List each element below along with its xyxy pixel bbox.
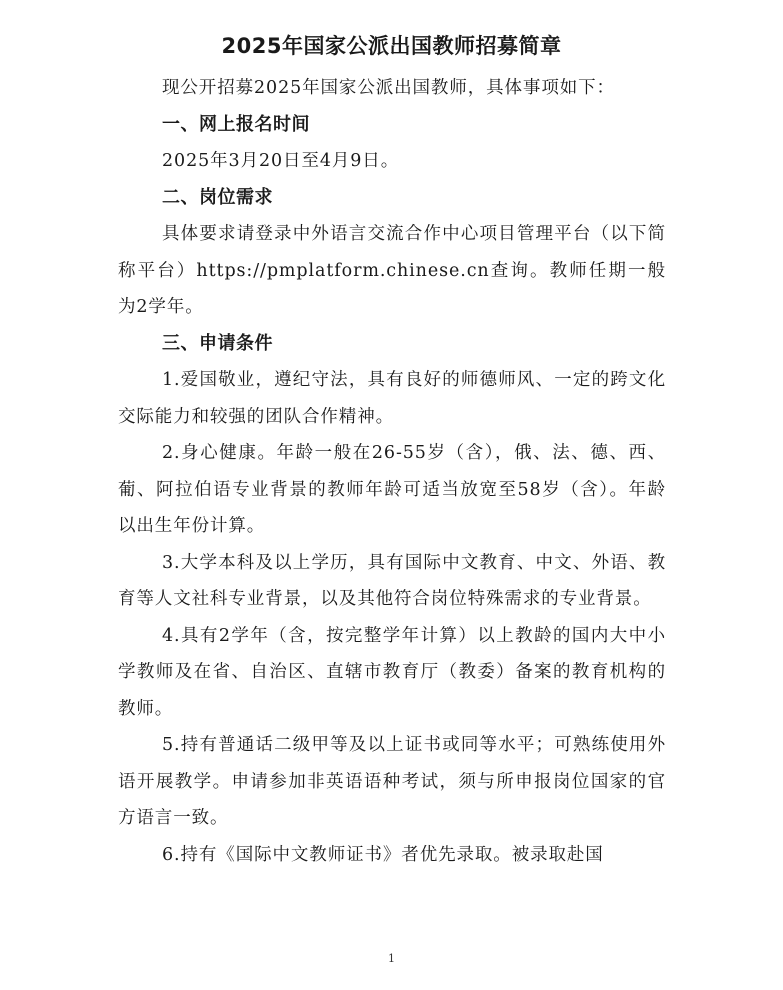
condition-item: 2.身心健康。年龄一般在26-55岁（含），俄、法、德、西、葡、阿拉伯语专业背景的教师年龄可适当放宽至58岁（含）。年龄以出生年份计算。 <box>118 443 666 536</box>
section-position-requirements <box>118 180 666 326</box>
section-heading: 二、岗位需求 <box>162 186 273 208</box>
condition-item: 1.爱国敬业，遵纪守法，具有良好的师德师风、一定的跨文化交际能力和较强的团队合作精神。 <box>118 370 666 427</box>
section-registration-time <box>118 107 666 180</box>
document-body <box>118 70 666 873</box>
intro-paragraph: 现公开招募2025年国家公派出国教师，具体事项如下： <box>162 78 615 98</box>
condition-item: 6.持有《国际中文教师证书》者优先录取。被录取赴国 <box>162 844 604 865</box>
section-application-conditions <box>118 326 666 874</box>
page-number: 1 <box>388 952 395 965</box>
condition-item: 3.大学本科及以上学历，具有国际中文教育、中文、外语、教育等人文社科专业背景，以及其他符合岗位特殊需求的专业背景。 <box>118 552 666 609</box>
condition-item: 5.持有普通话二级甲等及以上证书或同等水平；可熟练使用外语开展教学。申请参加非英语语种考试，须与所申报岗位国家的官方语言一致。 <box>118 735 666 828</box>
section-paragraph: 具体要求请登录中外语言交流合作中心项目管理平台（以下简称平台）https://pmplatform.chinese.cn查询。教师任期一般为2学年。 <box>118 224 666 317</box>
section-heading: 三、申请条件 <box>162 332 273 354</box>
condition-item: 4.具有2学年（含，按完整学年计算）以上教龄的国内大中小学教师及在省、自治区、直辖市教育厅（教委）备案的教育机构的教师。 <box>118 625 666 719</box>
section-heading: 一、网上报名时间 <box>162 113 310 135</box>
document-title: 2025年国家公派出国教师招募简章 <box>221 34 562 58</box>
section-paragraph: 2025年3月20日至4月9日。 <box>162 151 400 171</box>
